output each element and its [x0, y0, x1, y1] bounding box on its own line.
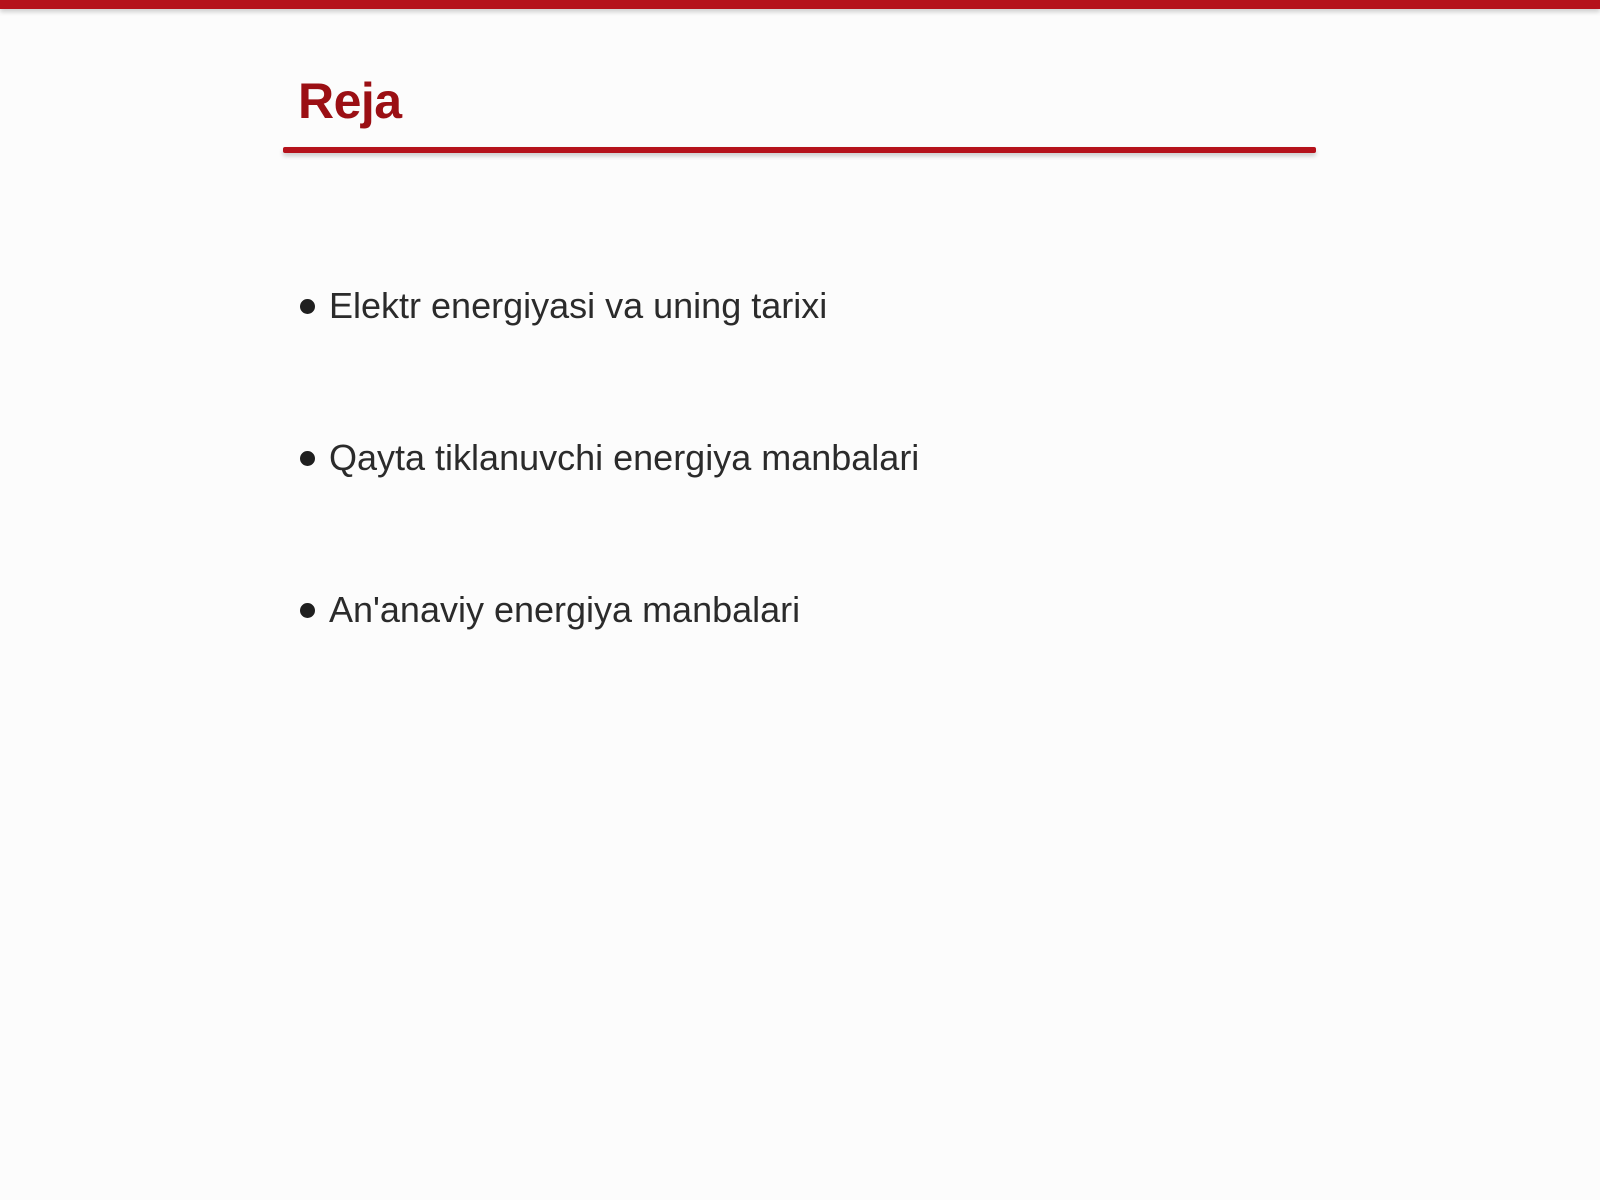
- top-accent-bar: [0, 0, 1600, 9]
- list-item-label: Qayta tiklanuvchi energiya manbalari: [329, 437, 920, 478]
- list-item: [300, 280, 919, 332]
- list-item-label: An'anaviy energiya manbalari: [329, 589, 801, 630]
- bullet-icon: [300, 603, 315, 618]
- title-underline: [283, 147, 1316, 153]
- bullet-icon: [300, 451, 315, 466]
- list-item: [300, 584, 919, 636]
- bullet-list: [300, 280, 919, 736]
- list-item: [300, 432, 919, 484]
- bullet-icon: [300, 299, 315, 314]
- list-item-label: Elektr energiyasi va uning tarixi: [329, 285, 828, 326]
- slide-title: Reja: [298, 73, 402, 129]
